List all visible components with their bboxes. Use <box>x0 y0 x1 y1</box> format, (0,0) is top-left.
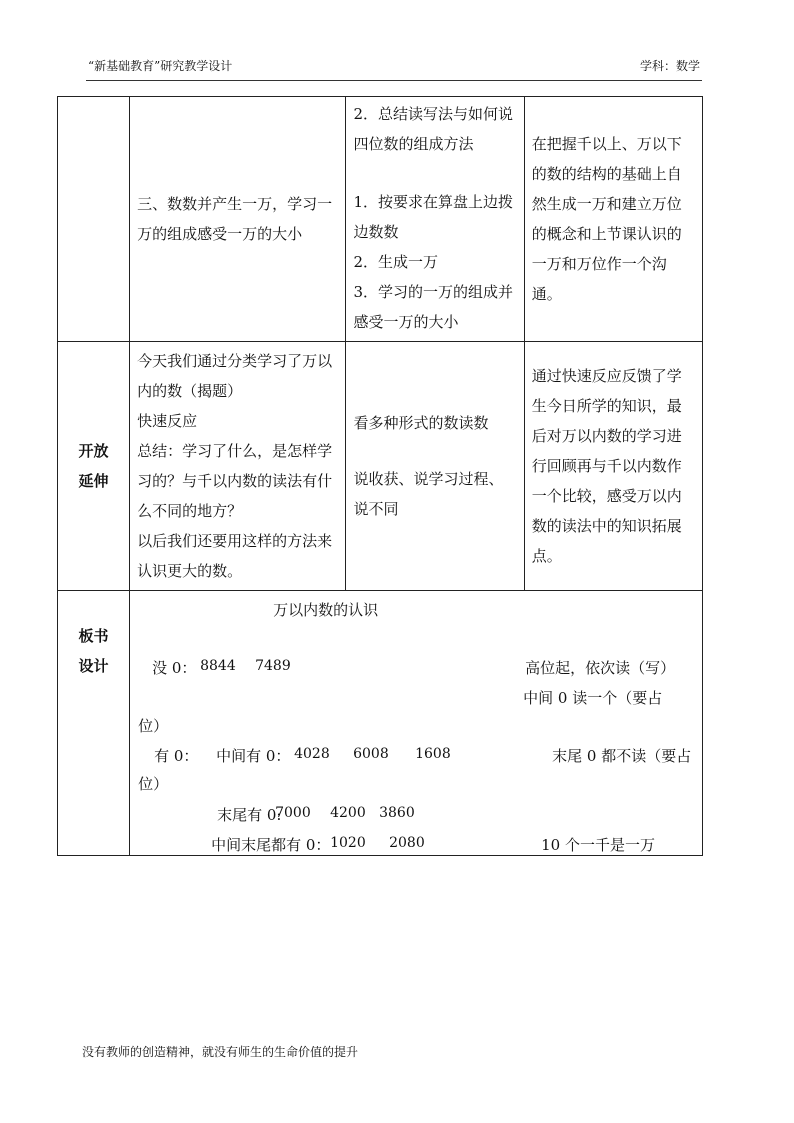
table-row <box>58 97 703 342</box>
student-activity-summary: 看多种形式的数读数 <box>353 414 489 432</box>
board-rule: 中间 0 读一个（要占 <box>523 689 663 707</box>
middle-zero-label: 中间有 0： <box>216 747 291 765</box>
header-subject: 学科：数学 <box>639 59 700 73</box>
end-zero-number: 3860 <box>379 805 415 821</box>
board-title: 万以内数的认识 <box>273 601 379 619</box>
teacher-activity-line: 总结：学习了什么，是怎样学习的？与千以内数的读法有什么不同的地方？ <box>137 442 333 520</box>
stage-label-line2: 延伸 <box>78 472 109 490</box>
design-intent-text: 通过快速反应反馈了学生今日所学的知识，最后对万以内数的学习进行回顾再与千以内数作一个比较，感受万以内数的读法中的知识拓展点。 <box>531 367 682 565</box>
board-rule-tail: 位） <box>138 717 169 735</box>
no-zero-number: 8844 <box>200 658 236 674</box>
design-intent-cell <box>524 97 702 342</box>
stage-label-line1: 开放 <box>78 442 109 460</box>
student-activity-step: 说收获、说学习过程、说不同 <box>353 470 504 518</box>
middle-zero-number: 4028 <box>294 746 330 762</box>
stage-cell-empty <box>58 97 130 342</box>
end-zero-number: 4200 <box>330 805 366 821</box>
teacher-activity-line: 今天我们通过分类学习了万以内的数（揭题） <box>137 352 333 400</box>
board-rule: 末尾 0 都不读（要占 <box>552 747 692 765</box>
has-zero-label: 有 0： <box>154 747 199 765</box>
middle-zero-number: 1608 <box>415 746 451 762</box>
student-activity-step: 1．按要求在算盘上边拨边数数 <box>353 193 513 241</box>
stage-label-line1: 板书 <box>78 627 109 645</box>
stage-cell <box>58 591 130 856</box>
end-zero-label: 末尾有 0: <box>217 806 282 824</box>
lesson-plan-table <box>57 96 703 856</box>
header-title: “新基础教育”研究教学设计 <box>88 59 233 73</box>
end-zero-number: 7000 <box>275 805 311 821</box>
footer-motto: 没有教师的创造精神，就没有师生的生命价值的提升 <box>82 1045 359 1059</box>
both-zero-label: 中间末尾都有 0： <box>211 836 331 854</box>
no-zero-number: 7489 <box>255 658 291 674</box>
stage-label-line2: 设计 <box>78 657 109 675</box>
both-zero-number: 1020 <box>330 835 366 851</box>
teacher-activity-cell <box>130 342 346 591</box>
stage-cell <box>58 342 130 591</box>
middle-zero-number: 6008 <box>353 746 389 762</box>
teacher-activity-line: 以后我们还要用这样的方法来认识更大的数。 <box>137 532 333 580</box>
design-intent-text: 在把握千以上、万以下的数的结构的基础上自然生成一万和建立万位的概念和上节课认识的一万和万位作一个沟通。 <box>531 135 682 303</box>
student-activity-step: 3．学习的一万的组成并感受一万的大小 <box>353 283 513 331</box>
no-zero-label: 没 0： <box>152 659 197 677</box>
student-activity-cell <box>346 97 524 342</box>
student-activity-summary: 2．总结读写法与如何说四位数的组成方法 <box>353 105 513 153</box>
teacher-activity-text: 三、数数并产生一万，学习一万的组成感受一万的大小 <box>137 195 333 243</box>
table-row <box>58 342 703 591</box>
board-rule: 10 个一千是一万 <box>541 836 655 854</box>
student-activity-step: 2．生成一万 <box>353 253 438 271</box>
board-rule-tail: 位） <box>138 775 169 793</box>
student-activity-cell <box>346 342 524 591</box>
header-rule <box>86 80 702 81</box>
both-zero-number: 2080 <box>389 835 425 851</box>
board-design <box>130 591 702 855</box>
board-design-cell <box>130 591 703 856</box>
design-intent-cell <box>524 342 702 591</box>
table-row <box>58 591 703 856</box>
board-rule: 高位起，依次读（写） <box>525 659 676 677</box>
teacher-activity-line: 快速反应 <box>137 412 198 430</box>
teacher-activity-cell <box>130 97 346 342</box>
